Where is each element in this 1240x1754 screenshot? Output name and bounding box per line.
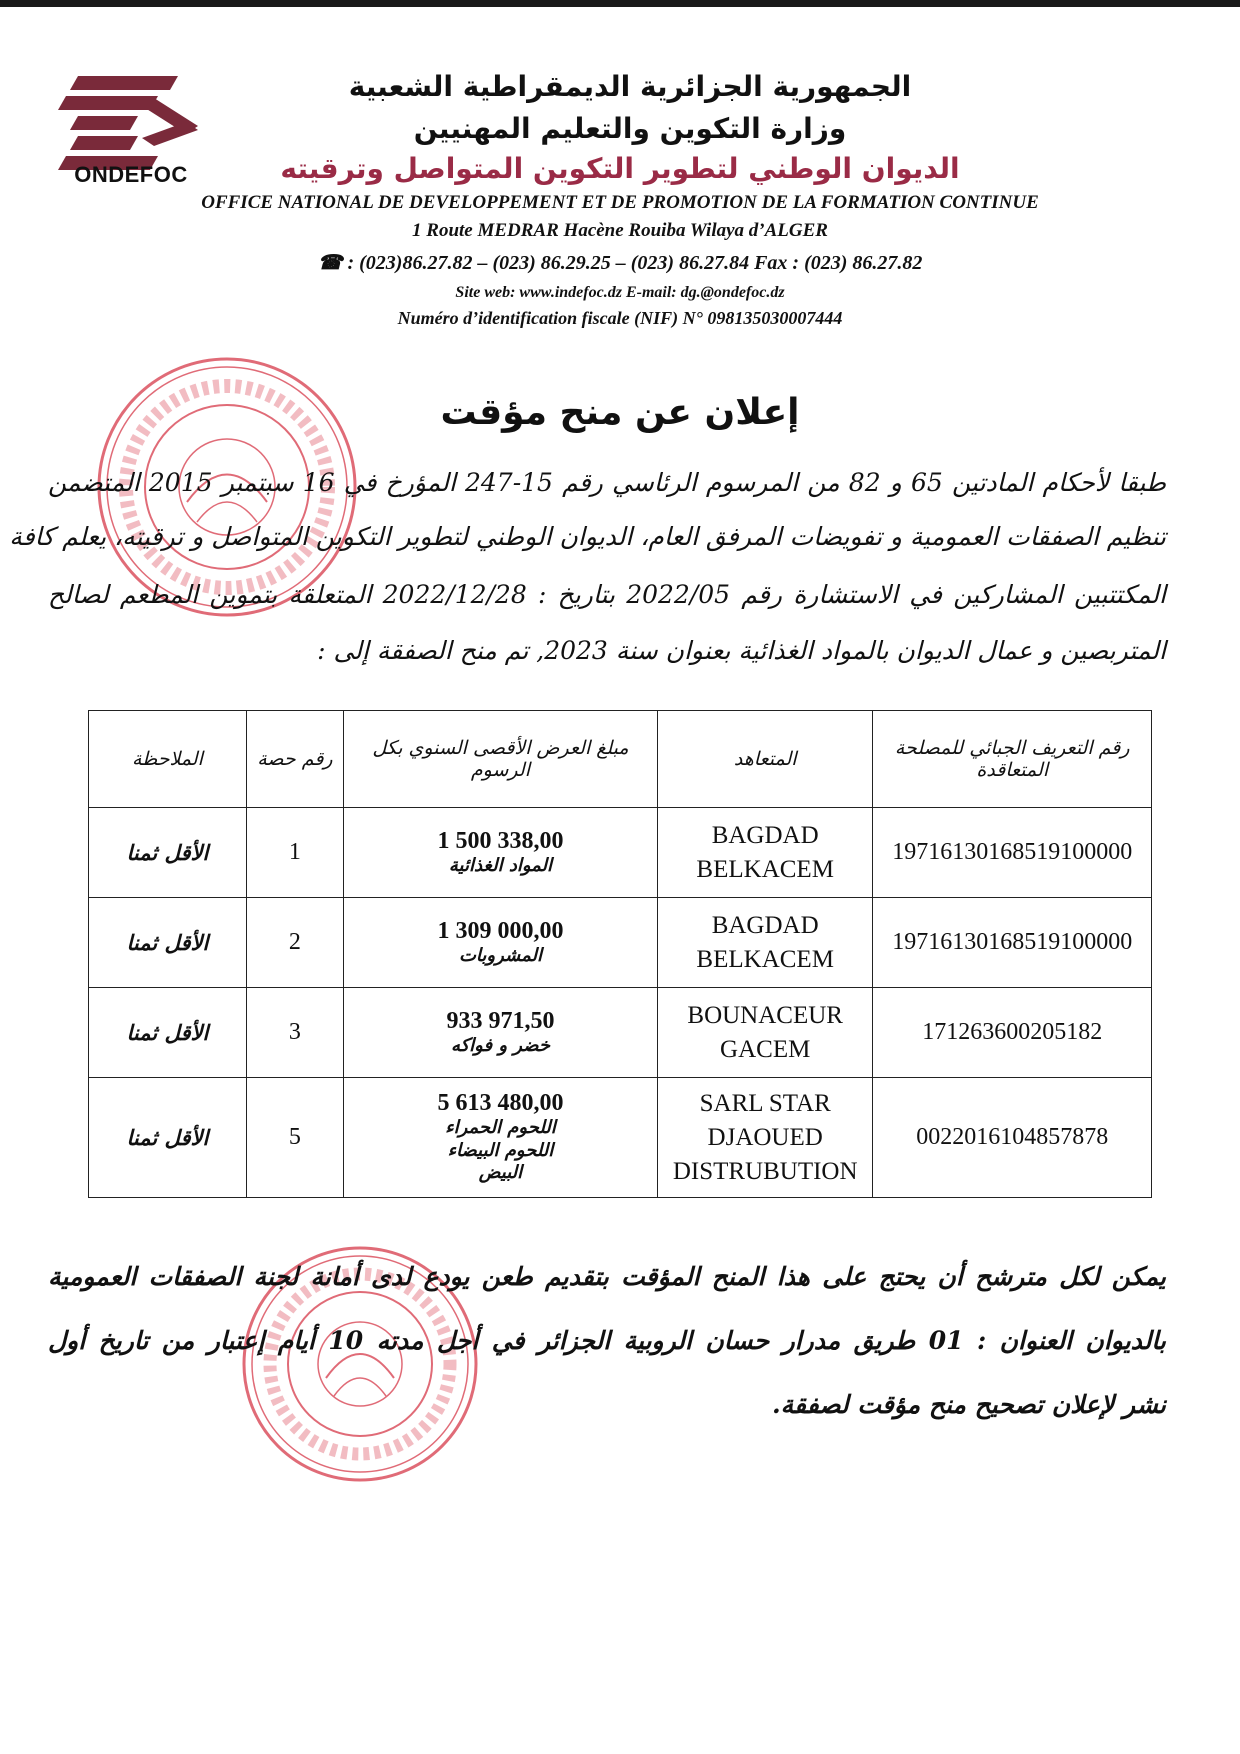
footer-line: يمكن لكل مترشح أن يحتج على هذا المنح المؤقت بتقديم طعن يودع لدى أمانة لجنة الصفقات العمومية (48, 1262, 1166, 1291)
office-web-email: Site web: www.indefoc.dz E-mail: dg.@ondefoc.dz (455, 284, 785, 301)
office-phones: ☎ : (023)86.27.82 – (023) 86.29.25 – (023) 86.27.84 Fax : (023) 86.27.82 (317, 252, 923, 274)
lot-cell: 1 (246, 808, 343, 898)
amount-value: 1 309 000,00 (437, 917, 564, 944)
table-row (89, 898, 1152, 988)
office-name-arabic: الديوان الوطني لتطوير التكوين المتواصل وترقيته (280, 152, 960, 185)
table-row (89, 988, 1152, 1078)
logo-text: ONDEFOC (74, 162, 188, 187)
amount-cell (344, 1078, 658, 1198)
header-lot: رقم حصة (246, 711, 343, 808)
contractor-cell: BAGDAD BELKACEM (657, 898, 873, 988)
nif-cell: 0022016104857878 (873, 1078, 1152, 1198)
intro-line: المكتتبين المشاركين في الاستشارة رقم 2022/05 بتاريخ : 2022/12/28 المتعلقة بتموين المطعم لصالح (48, 580, 1166, 609)
amount-value: 5 613 480,00 (437, 1090, 564, 1117)
office-address: 1 Route MEDRAR Hacène Rouiba Wilaya d’ALGER (412, 220, 828, 241)
note-cell: الأقل ثمنا (89, 808, 247, 898)
amount-value: 933 971,50 (446, 1007, 555, 1034)
table-header-row (89, 711, 1152, 808)
nif-cell: 171263600205182 (873, 988, 1152, 1078)
contractor-cell: BOUNACEUR GACEM (657, 988, 873, 1078)
award-table (88, 710, 1152, 1198)
office-nif: Numéro d’identification fiscale (NIF) N° 098135030007444 (397, 308, 843, 328)
footer-line: نشر لإعلان تصحيح منح مؤقت لصفقة. (771, 1390, 1166, 1419)
table-row (89, 808, 1152, 898)
note-cell: الأقل ثمنا (89, 1078, 247, 1198)
lot-cell: 2 (246, 898, 343, 988)
nif-cell: 19716130168519100000 (873, 898, 1152, 988)
header-amount: مبلغ العرض الأقصى السنوي بكل الرسوم (344, 711, 658, 808)
announcement-title: إعلان عن منح مؤقت (440, 392, 800, 433)
note-cell: الأقل ثمنا (89, 988, 247, 1078)
nif-cell: 19716130168519100000 (873, 808, 1152, 898)
header-contractor: المتعاهد (657, 711, 873, 808)
header-note: الملاحظة (89, 711, 247, 808)
intro-line: المتربصين و عمال الديوان بالمواد الغذائية بعنوان سنة 2023, تم منح الصفقة إلى : (317, 636, 1166, 665)
ministry-name: وزارة التكوين والتعليم المهنيين (413, 112, 847, 145)
contractor-cell: SARL STAR DJAOUED DISTRUBUTION (657, 1078, 873, 1198)
amount-cell (344, 808, 658, 898)
header-nif: رقم التعريف الجبائي للمصلحة المتعاقدة (873, 711, 1152, 808)
lot-cell: 5 (246, 1078, 343, 1198)
amount-value: 1 500 338,00 (437, 827, 564, 854)
republic-name: الجمهورية الجزائرية الديمقراطية الشعبية (348, 70, 912, 103)
amount-cell (344, 898, 658, 988)
table-row (89, 1078, 1152, 1198)
note-cell: الأقل ثمنا (89, 898, 247, 988)
intro-line: تنظيم الصفقات العمومية و تفويضات المرفق العام، الديوان الوطني لتطوير التكوين المتواصل و ترقيته، يعلم كافة (9, 522, 1166, 551)
lot-label: المواد الغذائية (448, 854, 553, 876)
footer-line: بالديوان العنوان : 01 طريق مدرار حسان الروبية الجزائر في أجل مدته 10 أيام إعتبار من تاريخ أول (48, 1326, 1166, 1355)
top-edge (0, 0, 1240, 7)
office-name-french: OFFICE NATIONAL DE DEVELOPPEMENT ET DE PROMOTION DE LA FORMATION CONTINUE (201, 192, 1039, 213)
intro-line: طبقا لأحكام المادتين 65 و 82 من المرسوم الرئاسي رقم 15-247 المؤرخ في 16 سبتمبر 2015 المتضمن (48, 468, 1166, 497)
lot-label: المشروبات (458, 944, 542, 966)
lot-cell: 3 (246, 988, 343, 1078)
lot-label: اللحوم الحمراء اللحوم البيضاء البيض (445, 1117, 556, 1184)
lot-label: خضر و فواكه (450, 1034, 550, 1056)
contractor-cell: BAGDAD BELKACEM (657, 808, 873, 898)
amount-cell (344, 988, 658, 1078)
